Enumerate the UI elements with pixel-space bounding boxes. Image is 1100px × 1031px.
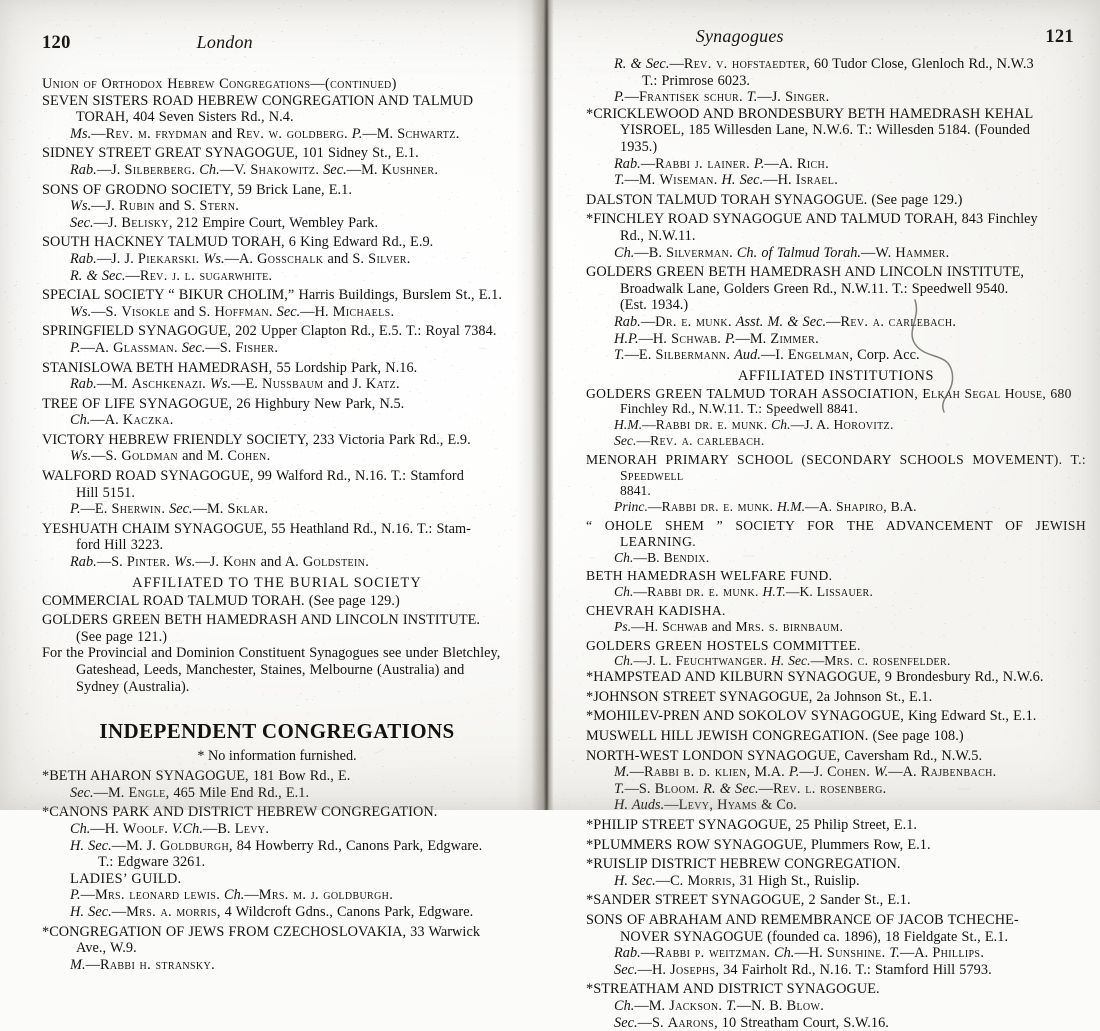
entry-officer-line: Sec.—S. Aarons, 10 Streatham Court, S.W.16. [614, 1014, 889, 1031]
entry-officer-line: Ch.—B. Silverman. Ch. of Talmud Torah.—W. Hammer. [614, 244, 950, 261]
directory-entry [42, 593, 512, 610]
directory-entry [42, 924, 512, 974]
entry-officer-line: Ch.—H. Woolf. V.Ch.—B. Levy. [70, 820, 269, 837]
entry-name: GOLDERS GREEN HOSTELS COMMITTEE. [586, 637, 861, 653]
entry-officer-line: Ws.—S. Visokle and S. Hoffman. Sec.—H. Michaels. [70, 303, 395, 320]
entry-subsection-officer-line: P.—Mrs. leonard lewis. Ch.—Mrs. m. j. goldburgh. [70, 887, 393, 904]
entry-name: BETH HAMEDRASH WELFARE FUND. [586, 568, 833, 584]
directory-entry [42, 396, 512, 429]
continued-heading: Union of Orthodox Hebrew Congregations—(continued) [42, 76, 397, 92]
entry-officer-line: T.—S. Bloom. R. & Sec.—Rev. l. rosenberg. [614, 780, 887, 797]
entry-name: *CRICKLEWOOD AND BRONDESBURY BETH HAMEDRASH KEHAL [586, 105, 1034, 122]
directory-entry [586, 192, 1086, 209]
burial-entry-list [42, 593, 512, 646]
directory-entry [586, 211, 1086, 261]
running-title-left: London [196, 32, 253, 52]
entry-subsection-heading: LADIES’ GUILD. [70, 870, 182, 887]
entry-list-left [42, 93, 512, 571]
directory-entry [586, 386, 1086, 449]
entry-name: WALFORD ROAD SYNAGOGUE, 99 Walford Rd., N.16. T.: Stamford [42, 468, 464, 485]
entry-detail-line: T.: Edgware 3261. [98, 854, 206, 871]
directory-entry [586, 708, 1086, 725]
entry-officer-line: Rab.—J. J. Piekarski. Ws.—A. Gosschalk and S. Silver. [70, 250, 411, 267]
entry-name: COMMERCIAL ROAD TALMUD TORAH. (See page 129.) [42, 592, 400, 609]
entry-officer-line: P.—A. Glassman. Sec.—S. Fisher. [70, 339, 279, 356]
running-head-left [0, 32, 548, 58]
entry-officer-line: T.—E. Silbermann. Aud.—I. Engelman, Corp. Acc. [614, 347, 920, 364]
directory-entry [586, 892, 1086, 909]
page-right [552, 0, 1100, 1031]
entry-name: SOUTH HACKNEY TALMUD TORAH, 6 King Edward Rd., E.9. [42, 234, 434, 251]
entry-officer-line: Rab.—Rabbi p. weitzman. Ch.—H. Sunshine. T.—A. Phillips. [614, 945, 984, 962]
entry-name-continuation: 1935.) [620, 138, 658, 155]
entry-name: NORTH-WEST LONDON SYNAGOGUE, Caversham Rd., N.W.5. [586, 747, 983, 764]
entry-name-continuation: (Est. 1934.) [620, 297, 689, 314]
entry-officer-line: M.—Rabbi b. d. klien, M.A. P.—J. Cohen. W.—A. Rajbenbach. [614, 764, 997, 781]
entry-name-continuation: TORAH, 404 Seven Sisters Rd., N.4. [76, 109, 294, 126]
directory-entry [42, 145, 512, 178]
entry-officer-line: P.—E. Sherwin. Sec.—M. Sklar. [70, 501, 269, 518]
provincial-note-line-1: For the Provincial and Dominion Constituent Synagogues see under Bletchley, [42, 645, 501, 662]
page-left [0, 0, 548, 973]
directory-entry [586, 728, 1086, 745]
entry-officer-line: H.M.—Rabbi dr. e. munk. Ch.—J. A. Horovitz. [614, 417, 894, 433]
entry-name: *STREATHAM AND DISTRICT SYNAGOGUE. [586, 981, 880, 998]
entry-officer-line: Ws.—J. Rubin and S. Stern. [70, 198, 239, 215]
entry-name: TREE OF LIFE SYNAGOGUE, 26 Highbury New Park, N.5. [42, 395, 405, 412]
burial-society-heading: AFFILIATED TO THE BURIAL SOCIETY [132, 574, 422, 591]
directory-entry [586, 748, 1086, 814]
directory-entry [586, 817, 1086, 834]
entry-officer-line: Sec.—M. Engle, 465 Mile End Rd., E.1. [70, 784, 310, 801]
affiliated-institution-list [586, 386, 1086, 670]
entry-officer-line: Rab.—J. Silberberg. Ch.—V. Shakowitz. Sec.—M. Kushner. [70, 161, 438, 178]
entry-name: SPRINGFIELD SYNAGOGUE, 202 Upper Clapton Rd., E.5. T.: Royal 7384. [42, 323, 497, 340]
entry-name-continuation: ford Hill 3223. [76, 537, 164, 554]
entry-officer-line: Ch.—M. Jackson. T.—N. B. Blow. [614, 997, 824, 1014]
entry-officer-line: Ch.—J. L. Feuchtwanger. H. Sec.—Mrs. c. rosenfelder. [614, 653, 951, 669]
entry-name: SIDNEY STREET GREAT SYNAGOGUE, 101 Sidney St., E.1. [42, 145, 419, 162]
column-body-left [42, 76, 512, 973]
entry-officer-line: H.P.—H. Schwab. P.—M. Zimmer. [614, 330, 819, 347]
entry-officer-line: H. Sec.—C. Morris, 31 High St., Ruislip. [614, 872, 860, 889]
provincial-note-line-3: Sydney (Australia). [76, 678, 190, 695]
entry-officer-line: H. Auds.—Levy, Hyams & Co. [614, 797, 797, 814]
entry-name-continuation: Ave., W.9. [76, 940, 137, 957]
entry-name-continuation: Finchley Rd., N.W.11. T.: Speedwell 8841. [620, 401, 858, 417]
entry-name: *HAMPSTEAD AND KILBURN SYNAGOGUE, 9 Brondesbury Rd., N.W.6. [586, 669, 1044, 686]
entry-name: MUSWELL HILL JEWISH CONGREGATION. (See page 108.) [586, 728, 964, 745]
entry-officer-line: Ps.—H. Schwab and Mrs. s. birnbaum. [614, 618, 843, 634]
directory-entry [586, 689, 1086, 706]
folio-right: 121 [1045, 27, 1074, 47]
entry-name-continuation: (See page 121.) [76, 628, 168, 645]
directory-entry [42, 432, 512, 465]
entry-name: GOLDERS GREEN TALMUD TORAH ASSOCIATION, Elkah Segal House, 680 [586, 385, 1072, 401]
entry-name: CHEVRAH KADISHA. [586, 603, 726, 619]
entry-officer-line: Rab.—S. Pinter. Ws.—J. Kohn and A. Goldstein. [70, 554, 369, 571]
directory-entry [586, 638, 1086, 670]
directory-entry [586, 669, 1086, 686]
directory-entry [586, 264, 1086, 364]
directory-entry [586, 568, 1086, 600]
directory-entry [42, 323, 512, 356]
entry-name: *PHILIP STREET SYNAGOGUE, 25 Philip Street, E.1. [586, 816, 918, 833]
entry-officer-line: Ch.—A. Kaczka. [70, 412, 174, 429]
entry-name-continuation: Broadwalk Lane, Golders Green Rd., N.W.11. T.: Speedwell 9540. [620, 280, 1009, 297]
entry-officer-line: Ch.—B. Bendix. [614, 549, 710, 565]
entry-name-continuation: 8841. [620, 483, 651, 499]
entry-officer-line: T.—M. Wiseman. H. Sec.—H. Israel. [614, 172, 838, 189]
entry-subsection-officer-line: H. Sec.—Mrs. a. morris, 4 Wildcroft Gdns., Canons Park, Edgware. [70, 903, 474, 920]
entry-name: GOLDERS GREEN BETH HAMEDRASH AND LINCOLN INSTITUTE. [42, 612, 481, 629]
entry-officer-line: Rab.—Rabbi j. lainer. P.—A. Rich. [614, 155, 829, 172]
entry-name: *RUISLIP DISTRICT HEBREW CONGREGATION. [586, 856, 901, 873]
directory-entry [42, 93, 512, 143]
running-title-right: Synagogues [695, 26, 784, 46]
entry-name: *SANDER STREET SYNAGOGUE, 2 Sander St., E.1. [586, 892, 911, 909]
entry-officer-line: Rab.—M. Aschkenazi. Ws.—E. Nussbaum and J. Katz. [70, 376, 400, 393]
entry-name: SONS OF ABRAHAM AND REMEMBRANCE OF JACOB TCHECHE- [586, 911, 1019, 928]
entry-name: *CANONS PARK AND DISTRICT HEBREW CONGREGATION. [42, 804, 438, 821]
directory-entry [586, 837, 1086, 854]
independent-footnote: * No information furnished. [197, 748, 357, 765]
independent-entry-list [42, 768, 512, 973]
entry-officer-line: Ms.—Rev. m. frydman and Rev. w. goldberg. P.—M. Schwartz. [70, 125, 460, 142]
directory-entry [42, 521, 512, 571]
directory-entry [586, 912, 1086, 978]
directory-entry [42, 234, 512, 284]
running-head-right [552, 26, 1100, 52]
directory-entry [586, 856, 1086, 889]
entry-name: “ OHOLE SHEM ” SOCIETY FOR THE ADVANCEMENT OF JEWISH LEARNING. [586, 518, 1086, 549]
entry-officer-line: Sec.—Rev. a. carlebach. [614, 433, 765, 449]
entry-officer-line: Princ.—Rabbi dr. e. munk. H.M.—A. Shapiro, B.A. [614, 499, 917, 515]
entry-name-continuation: Hill 5151. [76, 484, 135, 501]
entry-name: GOLDERS GREEN BETH HAMEDRASH AND LINCOLN INSTITUTE, [586, 264, 1025, 281]
affiliated-institutions-heading: AFFILIATED INSTITUTIONS [737, 367, 935, 384]
entry-officer-line: M.—Rabbi h. stransky. [70, 956, 215, 973]
entry-name: *PLUMMERS ROW SYNAGOGUE, Plummers Row, E.1. [586, 836, 931, 853]
entry-name: VICTORY HEBREW FRIENDLY SOCIETY, 233 Victoria Park Rd., E.9. [42, 431, 471, 448]
directory-entry [42, 612, 512, 645]
carryover-officer-line: P.—Frantisek schur. T.—J. Singer. [614, 89, 830, 106]
entry-name: SEVEN SISTERS ROAD HEBREW CONGREGATION AND TALMUD [42, 92, 474, 109]
entry-officer-line: Ch.—Rabbi dr. e. munk. H.T.—K. Lissauer. [614, 584, 873, 600]
entry-name: SPECIAL SOCIETY “ BIKUR CHOLIM,” Harris Buildings, Burslem St., E.1. [42, 287, 502, 304]
directory-entry [42, 468, 512, 518]
entry-officer-line: Rab.—Dr. e. munk. Asst. M. & Sec.—Rev. a. carlebach. [614, 313, 957, 330]
entry-list-right-after [586, 669, 1086, 1031]
folio-left: 120 [42, 33, 71, 53]
directory-entry [586, 452, 1086, 515]
entry-officer-line: Sec.—J. Belisky, 212 Empire Court, Wembley Park. [70, 214, 379, 231]
directory-entry [586, 981, 1086, 1031]
carryover-detail-list [586, 56, 1086, 106]
carryover-officer-line: R. & Sec.—Rev. v. hofstaedter, 60 Tudor Close, Glenloch Rd., N.W.3 [614, 56, 1034, 72]
directory-entry [42, 768, 512, 801]
entry-name: *CONGREGATION OF JEWS FROM CZECHOSLOVAKIA, 33 Warwick [42, 923, 481, 940]
entry-name-continuation: YISROEL, 185 Willesden Lane, N.W.6. T.: Willesden 5184. (Founded [620, 122, 1030, 139]
entry-name: MENORAH PRIMARY SCHOOL (SECONDARY SCHOOLS MOVEMENT). T.: Speedwell [586, 451, 1086, 483]
entry-officer-line: Ws.—S. Goldman and M. Cohen. [70, 448, 271, 465]
entry-name-continuation: NOVER SYNAGOGUE (founded ca. 1896), 18 Fieldgate St., E.1. [620, 928, 1009, 945]
entry-name: *JOHNSON STREET SYNAGOGUE, 2a Johnson St., E.1. [586, 688, 933, 705]
entry-officer-line: H. Sec.—M. J. Goldburgh, 84 Howberry Rd., Canons Park, Edgware. [70, 837, 483, 854]
directory-entry [586, 603, 1086, 635]
provincial-note-line-2: Gateshead, Leeds, Manchester, Staines, Melbourne (Australia) and [76, 662, 465, 678]
carryover-officer-line: T.: Primrose 6023. [642, 72, 751, 89]
directory-entry [42, 287, 512, 320]
entry-officer-line: R. & Sec.—Rev. j. l. sugarwhite. [70, 267, 273, 284]
independent-congregations-heading: INDEPENDENT CONGREGATIONS [99, 719, 455, 744]
directory-entry [586, 518, 1086, 565]
entry-name: *MOHILEV-PREN AND SOKOLOV SYNAGOGUE, King Edward St., E.1. [586, 708, 1037, 725]
entry-name: *BETH AHARON SYNAGOGUE, 181 Bow Rd., E. [42, 768, 351, 785]
directory-entry [42, 360, 512, 393]
entry-name: SONS OF GRODNO SOCIETY, 59 Brick Lane, E.1. [42, 181, 352, 198]
directory-entry [42, 804, 512, 920]
entry-name: DALSTON TALMUD TORAH SYNAGOGUE. (See page 129.) [586, 191, 963, 208]
directory-entry [42, 182, 512, 232]
entry-name: STANISLOWA BETH HAMEDRASH, 55 Lordship Park, N.16. [42, 359, 418, 376]
entry-list-right [586, 106, 1086, 364]
entry-name: YESHUATH CHAIM SYNAGOGUE, 55 Heathland Rd., N.16. T.: Stam- [42, 520, 471, 537]
column-body-right [586, 56, 1086, 1031]
entry-name-continuation: Rd., N.W.11. [620, 227, 696, 244]
entry-officer-line: Sec.—H. Josephs, 34 Fairholt Rd., N.16. T.: Stamford Hill 5793. [614, 961, 992, 978]
entry-name: *FINCHLEY ROAD SYNAGOGUE AND TALMUD TORAH, 843 Finchley [586, 211, 1038, 228]
directory-entry [586, 106, 1086, 189]
